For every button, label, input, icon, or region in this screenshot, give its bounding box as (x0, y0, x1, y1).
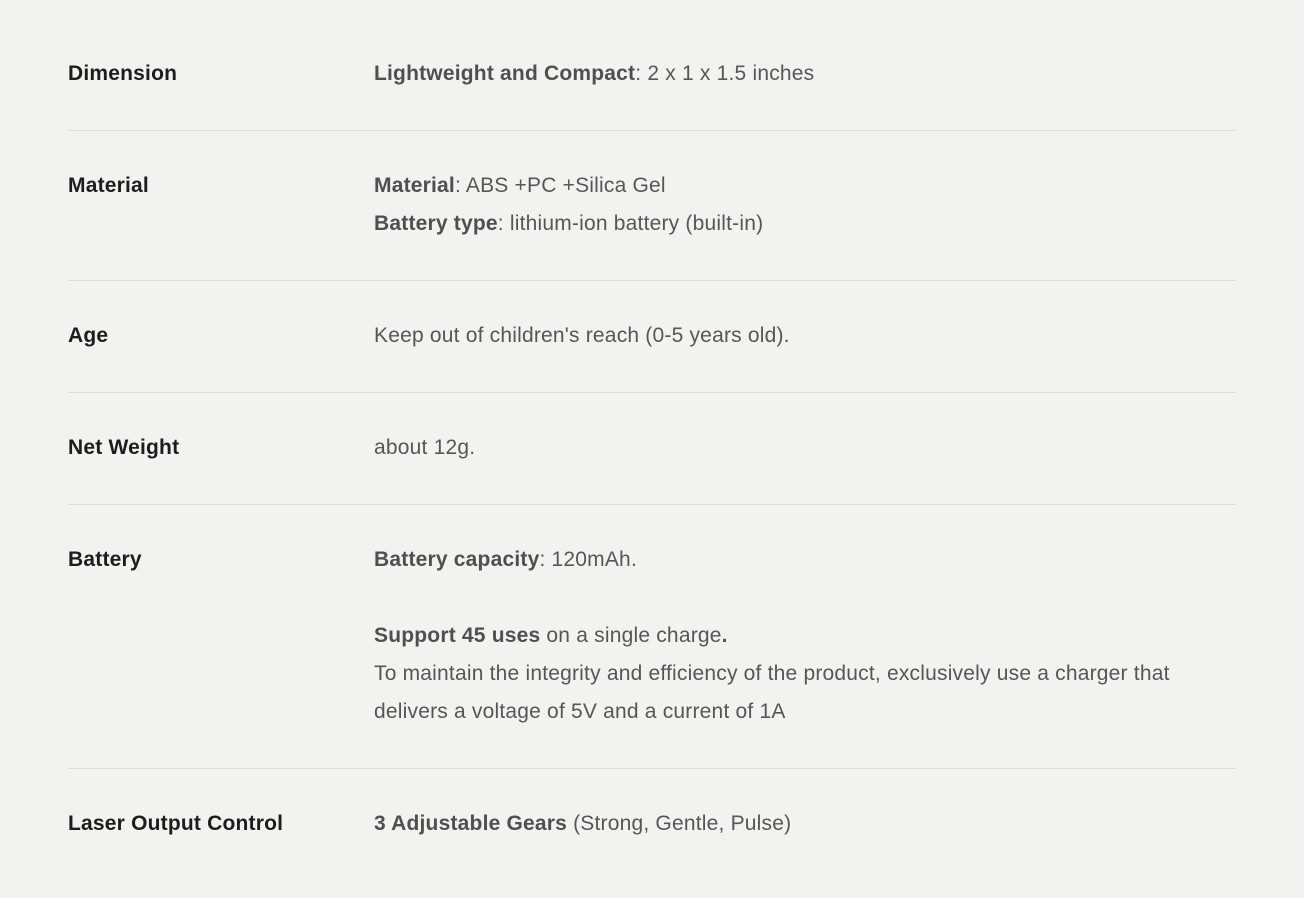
spec-value-text-segment: about 12g. (374, 436, 476, 459)
spec-value-line (374, 655, 1236, 731)
spec-value-bold-segment: . (721, 624, 728, 647)
spec-row (68, 393, 1236, 505)
spec-row (68, 505, 1236, 769)
spec-label: Material (68, 174, 149, 197)
spec-value (374, 167, 1236, 243)
spec-value-line (374, 805, 1236, 843)
spec-label: Net Weight (68, 436, 180, 459)
spec-value (374, 805, 1236, 843)
spec-value (374, 429, 1236, 467)
spec-row (68, 19, 1236, 131)
spec-label: Battery (68, 548, 142, 571)
spec-label: Age (68, 324, 109, 347)
spec-value-text-segment: on a single charge (540, 624, 722, 647)
spec-value-bold-segment: Battery capacity (374, 548, 540, 571)
spec-value-text-segment: : ABS +PC +Silica Gel (454, 174, 666, 197)
spec-value-line (374, 317, 1236, 355)
spec-value-text-segment: To maintain the integrity and efficiency of the product, exclusively use a charger that delivers a voltage of 5V and a current of 1A (374, 662, 1170, 723)
spec-label: Laser Output Control (68, 812, 284, 835)
spec-value-line (374, 55, 1236, 93)
spec-row (68, 769, 1236, 880)
spec-row (68, 131, 1236, 281)
spec-value-bold-segment: Support 45 uses (374, 624, 541, 647)
spec-value-text-segment: Keep out of children's reach (0-5 years old). (374, 324, 790, 347)
spec-value-line (374, 617, 1236, 655)
spec-value-line (374, 167, 1236, 205)
spec-value-line (374, 429, 1236, 467)
spec-value-bold-segment: Material (374, 174, 455, 197)
spec-value (374, 541, 1236, 731)
spec-value (374, 317, 1236, 355)
spec-value (374, 55, 1236, 93)
spec-value-text-segment: : 120mAh. (539, 548, 637, 571)
spec-value-text-segment: : 2 x 1 x 1.5 inches (635, 62, 815, 85)
spec-value-line (374, 541, 1236, 579)
spec-value-text-segment: (Strong, Gentle, Pulse) (567, 812, 792, 835)
spec-value-text-segment: : lithium-ion battery (built-in) (497, 212, 764, 235)
spec-value-bold-segment: Battery type (374, 212, 498, 235)
spec-label: Dimension (68, 62, 178, 85)
spec-row (68, 281, 1236, 393)
spec-value-line (374, 205, 1236, 243)
spec-value-spacer (374, 579, 1236, 617)
spec-value-bold-segment: Lightweight and Compact (374, 62, 636, 85)
spec-value-bold-segment: 3 Adjustable Gears (374, 812, 568, 835)
